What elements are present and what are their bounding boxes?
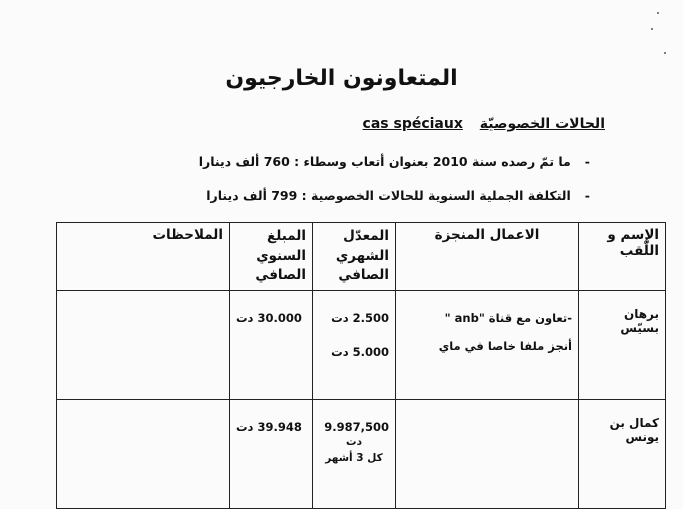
cell-work	[396, 290, 579, 399]
cell-notes	[57, 399, 230, 508]
annual-value: 39.948 دت	[236, 419, 302, 434]
cell-monthly	[313, 399, 396, 508]
header-notes: الملاحظات	[57, 223, 230, 291]
section-subtitle	[345, 116, 605, 132]
cell-annual	[230, 399, 313, 508]
annual-value: 30.000 دت	[236, 310, 302, 325]
cell-work	[396, 399, 579, 508]
scan-speck	[664, 52, 666, 54]
monthly-value: 2.500 دت	[331, 310, 389, 325]
monthly-value: 5.000 دت	[331, 344, 389, 359]
cell-name: كمال بن يونس	[579, 399, 666, 508]
bullet-dash: -	[584, 154, 590, 169]
collaborators-table	[56, 222, 666, 509]
scan-speck	[651, 28, 653, 30]
monthly-unit: دت	[346, 435, 362, 448]
document-title: المتعاونون الخارجيون	[225, 66, 458, 91]
table-header-row	[57, 223, 666, 291]
bullet-text: ما تمّ رصده سنة 2010 بعنوان أتعاب وسطاء : 760 ألف دينارا	[198, 154, 571, 169]
work-line: أنجز ملفا خاصا في ماي	[438, 338, 572, 353]
cell-annual	[230, 290, 313, 399]
header-name: الإسم و اللّقب	[579, 223, 666, 291]
scan-speck	[657, 12, 659, 14]
bullet-text: التكلفة الجملية السنوية للحالات الخصوصية : 799 ألف دينارا	[206, 188, 571, 203]
monthly-frequency: كل 3 أشهر	[325, 451, 383, 464]
header-work: الاعمال المنجزة	[396, 223, 579, 291]
bullet-dash: -	[584, 188, 590, 203]
cell-notes	[57, 290, 230, 399]
subtitle-arabic: الحالات الخصوصيّة	[479, 116, 605, 132]
cell-name: برهان بسيّس	[579, 290, 666, 399]
header-monthly: المعدّل الشهري الصافي	[313, 223, 396, 291]
bullet-annual-cost	[190, 188, 590, 203]
header-annual: المبلغ السنوي الصافي	[230, 223, 313, 291]
subtitle-french: cas spéciaux	[362, 116, 463, 132]
work-line: -تعاون مع قناة "anb "	[444, 310, 572, 325]
table-row	[57, 399, 666, 508]
cell-monthly	[313, 290, 396, 399]
bullet-budget-2010	[190, 154, 590, 169]
monthly-value: 9.987,500	[324, 419, 389, 434]
table-row	[57, 290, 666, 399]
